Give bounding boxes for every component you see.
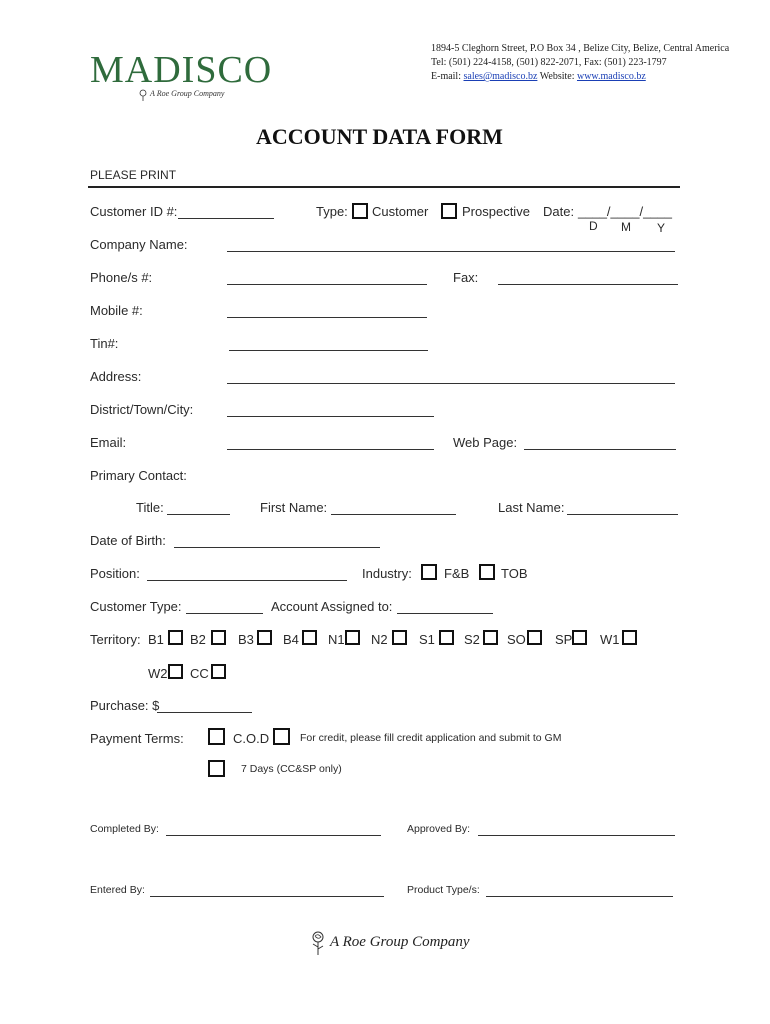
contact-title-label: Title: xyxy=(136,500,164,515)
email-label: E-mail: xyxy=(431,71,464,82)
customer-type-field[interactable] xyxy=(186,613,263,614)
territory-label-b3: B3 xyxy=(238,632,254,647)
credit-checkbox[interactable] xyxy=(273,728,290,745)
entered-by-label: Entered By: xyxy=(90,884,145,896)
territory-checkbox-w1[interactable] xyxy=(622,630,637,645)
completed-by-field[interactable] xyxy=(166,835,381,836)
email-link[interactable]: sales@madisco.bz xyxy=(463,71,538,82)
tin-label: Tin#: xyxy=(90,336,119,351)
website-link[interactable]: www.madisco.bz xyxy=(576,71,646,82)
email-field-label: Email: xyxy=(90,435,127,450)
territory-label-n2: N2 xyxy=(371,632,388,647)
logo-rose-icon xyxy=(138,88,148,106)
phones-label: Phone/s #: xyxy=(90,270,153,285)
district-field[interactable] xyxy=(227,416,434,417)
territory-checkbox-n2[interactable] xyxy=(392,630,407,645)
territory-checkbox-b3[interactable] xyxy=(257,630,272,645)
territory-checkbox-b2[interactable] xyxy=(211,630,226,645)
industry-tob-label: TOB xyxy=(501,566,528,581)
customer-type-label: Customer Type: xyxy=(90,599,182,614)
entered-by-field[interactable] xyxy=(150,896,384,897)
form-title: ACCOUNT DATA FORM xyxy=(256,124,503,149)
type-prospective-checkbox[interactable] xyxy=(441,203,457,219)
primary-contact-label: Primary Contact: xyxy=(90,468,187,483)
contact-title-field[interactable] xyxy=(167,514,230,515)
territory-checkbox-n1[interactable] xyxy=(345,630,360,645)
type-label: Type: xyxy=(316,204,348,219)
territory-label-n1: N1 xyxy=(328,632,345,647)
industry-label: Industry: xyxy=(362,566,412,581)
last-name-label: Last Name: xyxy=(498,500,565,515)
footer-tagline: A Roe Group Company xyxy=(330,934,470,950)
territory-label-b2: B2 xyxy=(190,632,206,647)
seven-days-checkbox[interactable] xyxy=(208,760,225,777)
district-label: District/Town/City: xyxy=(90,402,194,417)
phones-field[interactable] xyxy=(227,284,427,285)
position-field[interactable] xyxy=(147,580,347,581)
territory-checkbox-s2[interactable] xyxy=(483,630,498,645)
purchase-label: Purchase: $ xyxy=(90,698,160,713)
territory-label-so: SO xyxy=(507,632,526,647)
header-contact-line xyxy=(431,70,646,84)
approved-by-field[interactable] xyxy=(478,835,675,836)
address-field[interactable] xyxy=(227,383,675,384)
web-page-field[interactable] xyxy=(524,449,676,450)
territory-checkbox-b4[interactable] xyxy=(302,630,317,645)
date-field[interactable]: ____/____/____ xyxy=(578,204,672,219)
fax-field[interactable] xyxy=(498,284,678,285)
territory-checkbox-w2[interactable] xyxy=(168,664,183,679)
customer-id-field[interactable] xyxy=(178,218,274,219)
date-label: Date: xyxy=(543,204,575,219)
product-types-label: Product Type/s: xyxy=(407,884,480,896)
tin-field[interactable] xyxy=(229,350,428,351)
account-assigned-label: Account Assigned to: xyxy=(271,599,393,614)
company-name-field[interactable] xyxy=(227,251,675,252)
company-name-label: Company Name: xyxy=(90,237,188,252)
territory-checkbox-so[interactable] xyxy=(527,630,542,645)
address-label: Address: xyxy=(90,369,142,384)
first-name-label: First Name: xyxy=(260,500,328,515)
email-field[interactable] xyxy=(227,449,434,450)
territory-label-s2: S2 xyxy=(464,632,480,647)
mobile-label: Mobile #: xyxy=(90,303,143,318)
dob-field[interactable] xyxy=(174,547,380,548)
logo-tagline: A Roe Group Company xyxy=(150,89,225,98)
seven-days-label: 7 Days (CC&SP only) xyxy=(241,763,342,775)
mobile-field[interactable] xyxy=(227,317,427,318)
industry-fb-label: F&B xyxy=(444,566,470,581)
date-month-label: M xyxy=(621,220,631,234)
header-address: 1894-5 Cleghorn Street, P.O Box 34 , Belize City, Belize, Central America xyxy=(431,43,730,54)
territory-label-w1: W1 xyxy=(600,632,620,647)
last-name-field[interactable] xyxy=(567,514,678,515)
territory-label: Territory: xyxy=(90,632,141,647)
product-types-field[interactable] xyxy=(486,896,673,897)
completed-by-label: Completed By: xyxy=(90,823,159,835)
industry-fb-checkbox[interactable] xyxy=(421,564,437,580)
territory-label-b1: B1 xyxy=(148,632,164,647)
customer-id-label: Customer ID #: xyxy=(90,204,178,219)
please-print-label: PLEASE PRINT xyxy=(90,168,177,182)
territory-checkbox-b1[interactable] xyxy=(168,630,183,645)
date-day-label: D xyxy=(589,219,598,233)
territory-label-s1: S1 xyxy=(419,632,435,647)
company-logo-text: MADISCO xyxy=(90,49,273,91)
website-label: Website: xyxy=(537,71,577,82)
territory-checkbox-cc[interactable] xyxy=(211,664,226,679)
territory-checkbox-s1[interactable] xyxy=(439,630,454,645)
territory-label-w2: W2 xyxy=(148,666,168,681)
purchase-field[interactable] xyxy=(157,712,252,713)
header-phone: Tel: (501) 224-4158, (501) 822-2071, Fax: (501) 223-1797 xyxy=(431,57,667,68)
position-label: Position: xyxy=(90,566,140,581)
cod-checkbox[interactable] xyxy=(208,728,225,745)
first-name-field[interactable] xyxy=(331,514,456,515)
territory-label-sp: SP xyxy=(555,632,573,647)
footer-rose-icon xyxy=(309,930,327,961)
account-assigned-field[interactable] xyxy=(397,613,493,614)
territory-label-cc: CC xyxy=(190,666,209,681)
type-customer-label: Customer xyxy=(372,204,429,219)
territory-checkbox-sp[interactable] xyxy=(572,630,587,645)
date-year-label: Y xyxy=(657,221,666,235)
territory-label-b4: B4 xyxy=(283,632,299,647)
cod-label: C.O.D xyxy=(233,731,270,746)
type-prospective-label: Prospective xyxy=(462,204,530,219)
industry-tob-checkbox[interactable] xyxy=(479,564,495,580)
payment-terms-label: Payment Terms: xyxy=(90,731,184,746)
dob-label: Date of Birth: xyxy=(90,533,166,548)
type-customer-checkbox[interactable] xyxy=(352,203,368,219)
approved-by-label: Approved By: xyxy=(407,823,471,835)
fax-label: Fax: xyxy=(453,270,479,285)
credit-note: For credit, please fill credit application and submit to GM xyxy=(300,732,562,744)
web-page-label: Web Page: xyxy=(453,435,518,450)
title-divider xyxy=(88,186,680,188)
